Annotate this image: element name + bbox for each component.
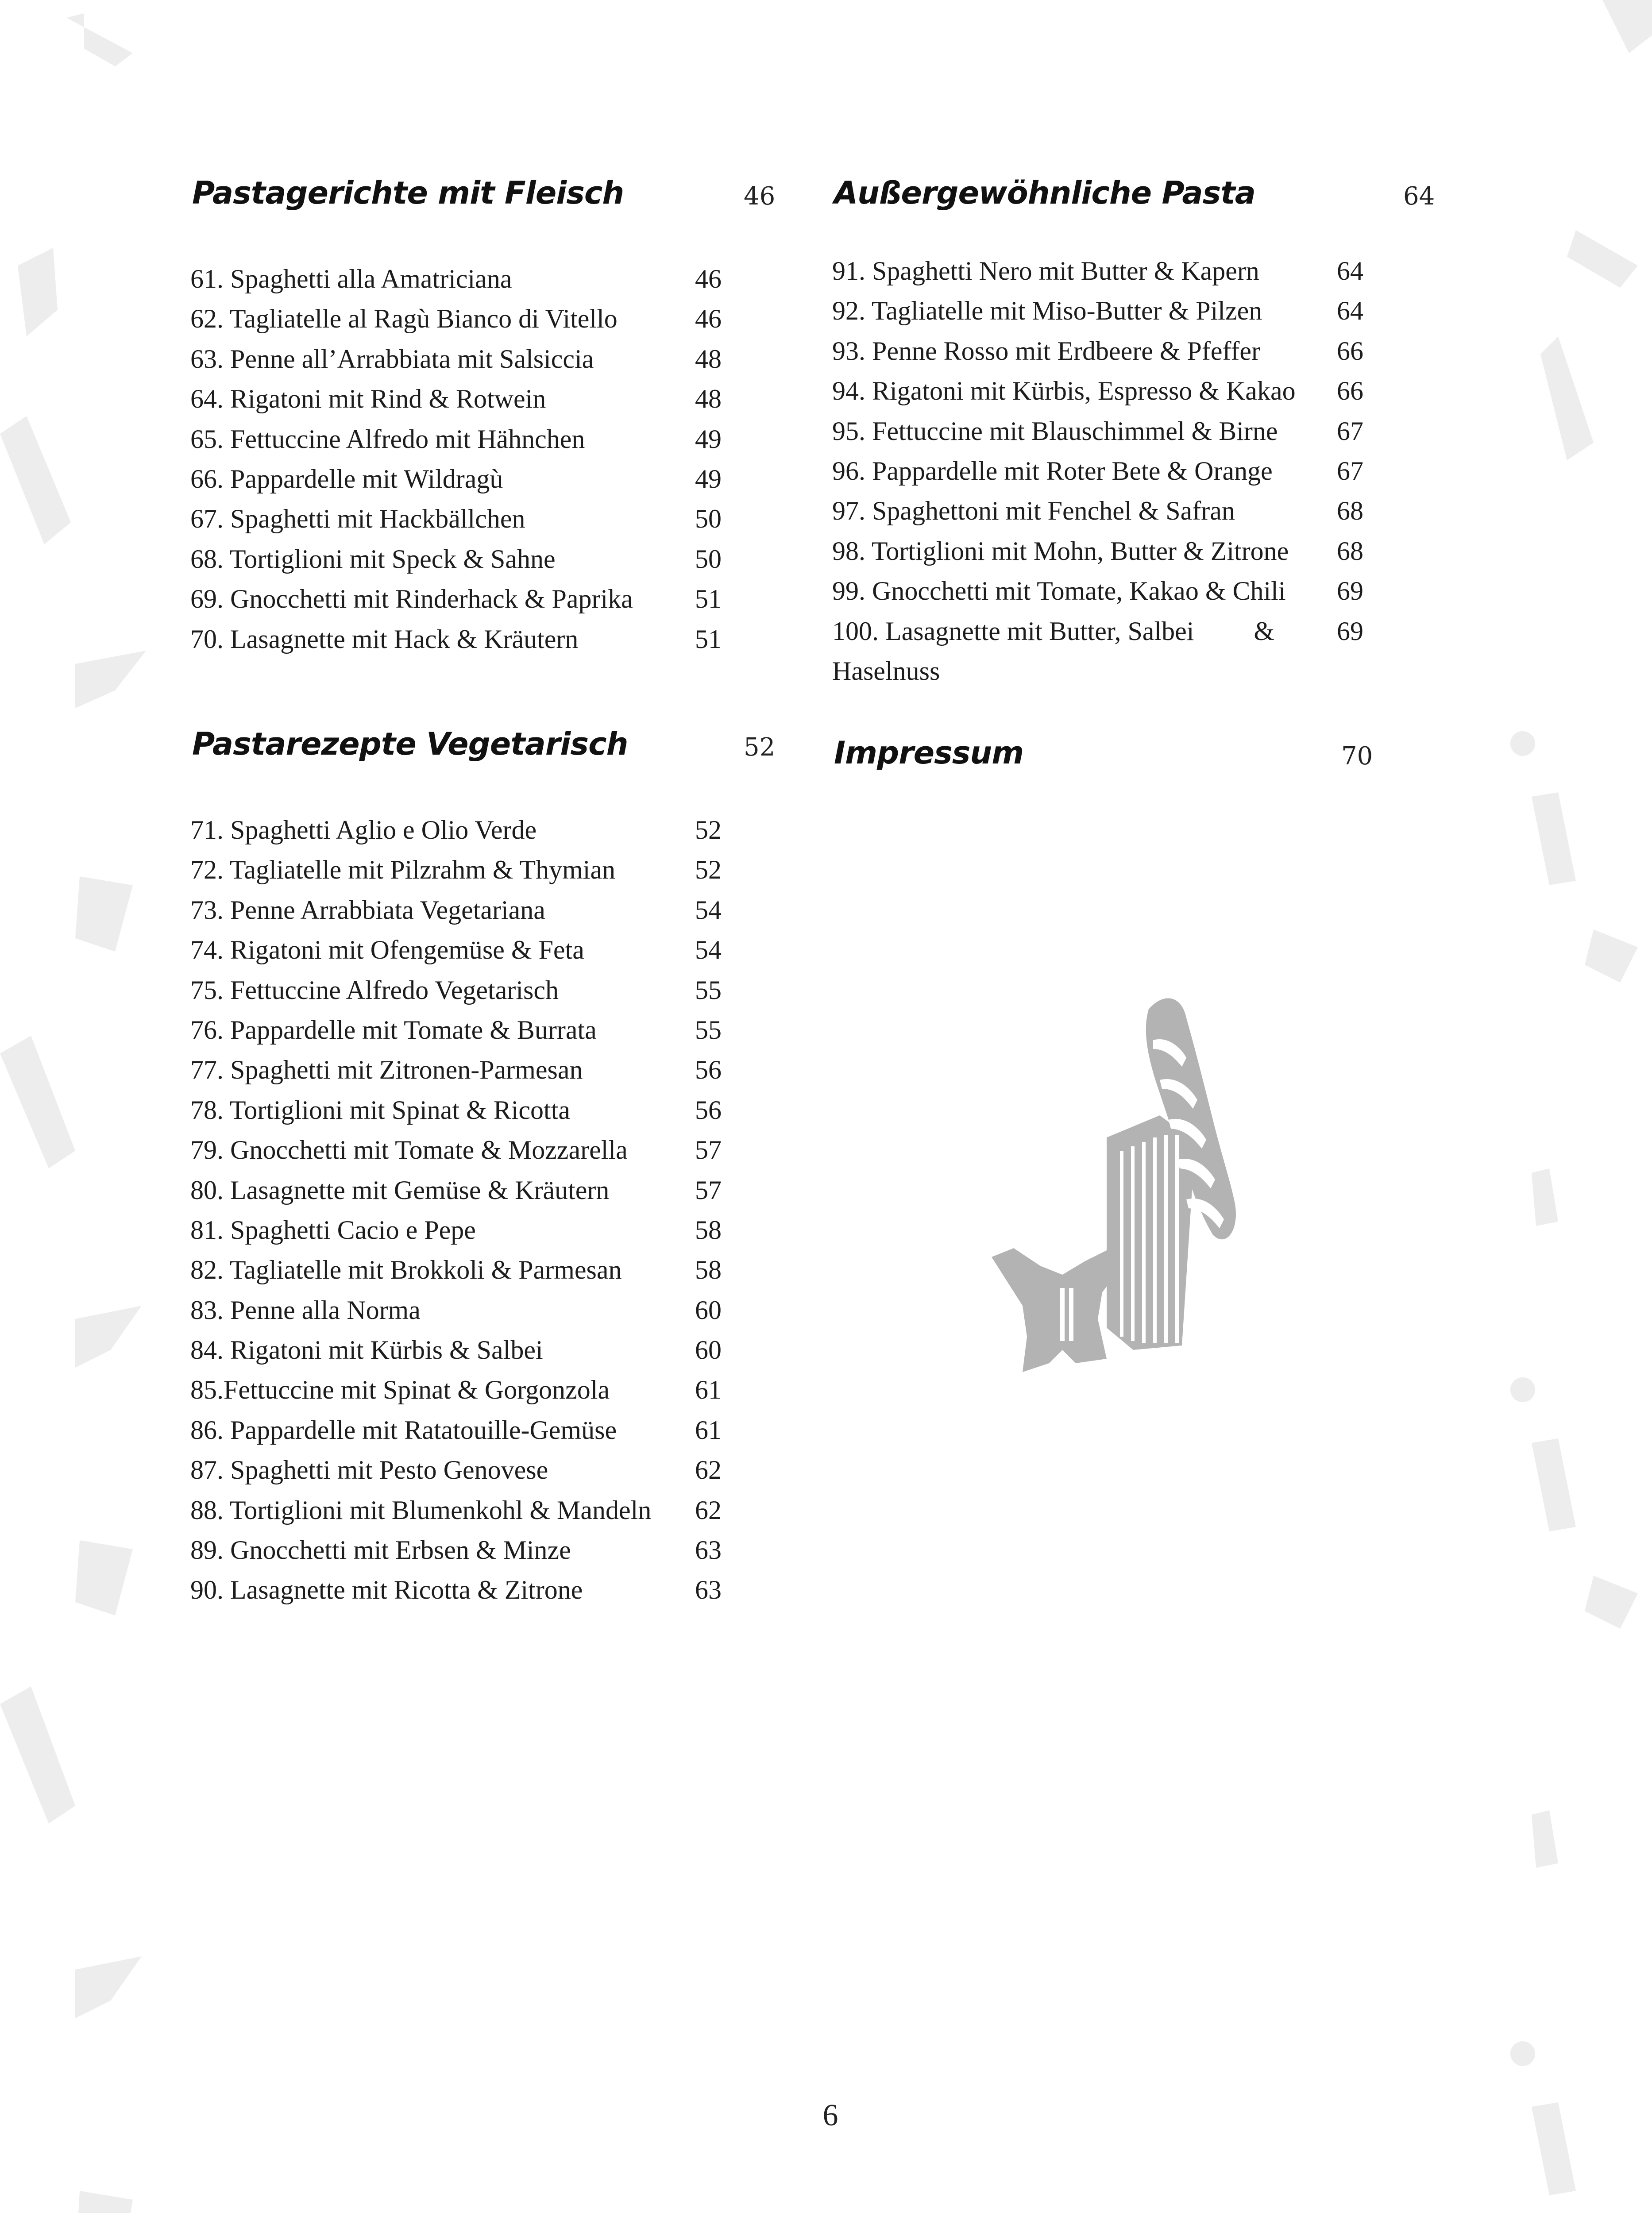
toc-entry[interactable] (190, 1130, 779, 1170)
toc-entry[interactable] (190, 1010, 779, 1050)
entry-page: 61 (695, 1375, 722, 1405)
entry-title: 61. Spaghetti alla Amatriciana (190, 264, 512, 293)
toc-entry[interactable] (832, 251, 1452, 291)
entry-title: 99. Gnocchetti mit Tomate, Kakao & Chili (832, 576, 1286, 606)
entry-page: 64 (1337, 256, 1363, 285)
toc-entry[interactable] (190, 259, 779, 299)
entry-page: 55 (695, 1015, 722, 1045)
entry-title: 98. Tortiglioni mit Mohn, Butter & Zitrone (832, 536, 1289, 566)
entry-page: 50 (695, 544, 722, 574)
entry-title: 87. Spaghetti mit Pesto Genovese (190, 1455, 548, 1485)
entry-title: 71. Spaghetti Aglio e Olio Verde (190, 815, 537, 844)
entry-page: 52 (695, 815, 722, 844)
toc-entry[interactable] (190, 379, 779, 419)
entry-page: 48 (695, 384, 722, 414)
toc-entry[interactable] (190, 890, 779, 930)
toc-entry[interactable] (190, 1050, 779, 1090)
section-title: Pastarezepte Vegetarisch (192, 726, 628, 762)
entry-title: 92. Tagliatelle mit Miso-Butter & Pilzen (832, 296, 1262, 326)
entry-page: 52 (695, 855, 722, 885)
toc-entry[interactable] (190, 1250, 779, 1290)
section-page-number: 64 (1403, 182, 1435, 211)
entry-title: 95. Fettuccine mit Blauschimmel & Birne (832, 416, 1278, 446)
entry-list (190, 259, 779, 659)
entry-title: 96. Pappardelle mit Roter Bete & Orange (832, 456, 1273, 486)
entry-title: 83. Penne alla Norma (190, 1295, 421, 1325)
entry-title: 68. Tortiglioni mit Speck & Sahne (190, 544, 556, 574)
entry-page: 62 (695, 1455, 722, 1485)
entry-page: 68 (1337, 496, 1363, 526)
entry-page: 68 (1337, 536, 1363, 566)
entry-title: 93. Penne Rosso mit Erdbeere & Pfeffer (832, 336, 1261, 366)
entry-title: 69. Gnocchetti mit Rinderhack & Paprika (190, 584, 633, 614)
entry-page: 67 (1337, 456, 1363, 486)
entry-title: 79. Gnocchetti mit Tomate & Mozzarella (190, 1135, 628, 1165)
toc-entry[interactable] (190, 810, 779, 850)
toc-section-meat (190, 175, 779, 659)
toc-entry[interactable] (190, 1370, 779, 1410)
entry-page: 49 (695, 424, 722, 454)
entry-title: 67. Spaghetti mit Hackbällchen (190, 504, 525, 534)
entry-page: 67 (1337, 416, 1363, 446)
entry-page: 57 (695, 1135, 722, 1165)
entry-page: 51 (695, 584, 722, 614)
entry-page: 60 (695, 1295, 722, 1325)
entry-title: 86. Pappardelle mit Ratatouille-Gemüse (190, 1415, 617, 1445)
entry-page: 66 (1337, 336, 1363, 366)
section-header (832, 175, 1452, 251)
pasta-shapes-illustration (974, 983, 1284, 1407)
entry-page: 58 (695, 1215, 722, 1245)
toc-entry[interactable] (190, 539, 779, 579)
toc-entry[interactable] (190, 299, 779, 339)
section-title: Pastagerichte mit Fleisch (192, 175, 624, 211)
entry-page: 66 (1337, 376, 1363, 406)
toc-entry[interactable] (190, 1210, 779, 1250)
toc-entry[interactable] (190, 1330, 779, 1370)
toc-entry[interactable] (832, 611, 1452, 691)
entry-page: 54 (695, 935, 722, 965)
entry-page: 62 (695, 1495, 722, 1525)
toc-section-impressum (832, 735, 1452, 819)
section-header (832, 735, 1452, 819)
toc-entry[interactable] (190, 1490, 779, 1530)
entry-title: 91. Spaghetti Nero mit Butter & Kapern (832, 256, 1259, 285)
toc-entry[interactable] (190, 1570, 779, 1610)
entry-title: 74. Rigatoni mit Ofengemüse & Feta (190, 935, 584, 965)
entry-title: 97. Spaghettoni mit Fenchel & Safran (832, 496, 1235, 526)
section-title: Impressum (834, 735, 1024, 771)
entry-page: 56 (695, 1055, 722, 1085)
toc-entry[interactable] (190, 1090, 779, 1130)
toc-entry[interactable] (190, 499, 779, 539)
entry-title: 81. Spaghetti Cacio e Pepe (190, 1215, 476, 1245)
toc-entry[interactable] (190, 1410, 779, 1450)
entry-page: 50 (695, 504, 722, 534)
entry-title: 72. Tagliatelle mit Pilzrahm & Thymian (190, 855, 616, 885)
section-page-number: 46 (744, 182, 776, 211)
toc-entry[interactable] (832, 451, 1452, 491)
toc-entry[interactable] (832, 571, 1452, 611)
entry-list (832, 251, 1452, 691)
entry-title: 78. Tortiglioni mit Spinat & Ricotta (190, 1095, 571, 1125)
entry-title: 85.Fettuccine mit Spinat & Gorgonzola (190, 1375, 610, 1405)
entry-list (190, 810, 779, 1610)
entry-title: 80. Lasagnette mit Gemüse & Kräutern (190, 1175, 610, 1205)
entry-title: 90. Lasagnette mit Ricotta & Zitrone (190, 1575, 583, 1605)
entry-title: 66. Pappardelle mit Wildragù (190, 464, 503, 493)
entry-page: 48 (695, 344, 722, 374)
entry-page: 60 (695, 1335, 722, 1365)
entry-page: 51 (695, 624, 722, 654)
toc-entry[interactable] (190, 1170, 779, 1210)
section-header (190, 175, 779, 259)
section-page-number: 70 (1341, 742, 1373, 771)
entry-title: 82. Tagliatelle mit Brokkoli & Parmesan (190, 1255, 622, 1285)
entry-page: 69 (1337, 576, 1363, 606)
section-title: Außergewöhnliche Pasta (834, 175, 1255, 211)
entry-page: 57 (695, 1175, 722, 1205)
section-page-number: 52 (744, 733, 776, 762)
entry-title: 75. Fettuccine Alfredo Vegetarisch (190, 975, 559, 1005)
entry-page: 55 (695, 975, 722, 1005)
entry-title: 62. Tagliatelle al Ragù Bianco di Vitello (190, 304, 618, 334)
toc-entry[interactable] (190, 1530, 779, 1570)
entry-page: 46 (695, 304, 722, 334)
toc-entry[interactable] (190, 579, 779, 619)
toc-entry[interactable] (190, 970, 779, 1010)
entry-title: 70. Lasagnette mit Hack & Kräutern (190, 624, 579, 654)
entry-title: 94. Rigatoni mit Kürbis, Espresso & Kakao (832, 376, 1296, 406)
entry-page: 46 (695, 264, 722, 293)
entry-page: 63 (695, 1535, 722, 1565)
entry-title: 77. Spaghetti mit Zitronen-Parmesan (190, 1055, 583, 1085)
entry-title: 88. Tortiglioni mit Blumenkohl & Mandeln (190, 1495, 652, 1525)
toc-section-unusual (832, 175, 1452, 691)
entry-page: 69 (1337, 616, 1363, 646)
entry-title: 89. Gnocchetti mit Erbsen & Minze (190, 1535, 571, 1565)
toc-entry[interactable] (190, 850, 779, 890)
entry-title: 65. Fettuccine Alfredo mit Hähnchen (190, 424, 585, 454)
entry-title: 64. Rigatoni mit Rind & Rotwein (190, 384, 546, 414)
entry-title: 84. Rigatoni mit Kürbis & Salbei (190, 1335, 543, 1365)
toc-entry[interactable] (832, 331, 1452, 371)
page-number: 6 (822, 2098, 838, 2132)
toc-entry[interactable] (190, 930, 779, 970)
entry-page: 58 (695, 1255, 722, 1285)
toc-entry[interactable] (832, 531, 1452, 571)
toc-entry[interactable] (832, 371, 1452, 411)
entry-page: 54 (695, 895, 722, 925)
entry-page: 61 (695, 1415, 722, 1445)
entry-title: 100. Lasagnette mit Butter, Salbei & Haselnuss (832, 616, 1275, 686)
entry-title: 63. Penne all’Arrabbiata mit Salsiccia (190, 344, 594, 374)
toc-entry[interactable] (190, 1450, 779, 1490)
entry-title: 73. Penne Arrabbiata Vegetariana (190, 895, 545, 925)
toc-entry[interactable] (832, 291, 1452, 331)
toc-entry[interactable] (190, 619, 779, 659)
entry-page: 64 (1337, 296, 1363, 326)
section-header (190, 726, 779, 810)
toc-entry[interactable] (190, 459, 779, 499)
entry-page: 56 (695, 1095, 722, 1125)
entry-page: 49 (695, 464, 722, 493)
toc-entry[interactable] (832, 491, 1452, 531)
toc-entry[interactable] (190, 339, 779, 379)
toc-section-vegetarian (190, 726, 779, 1610)
toc-entry[interactable] (832, 411, 1452, 451)
toc-entry[interactable] (190, 419, 779, 459)
toc-entry[interactable] (190, 1290, 779, 1330)
entry-page: 63 (695, 1575, 722, 1605)
entry-title: 76. Pappardelle mit Tomate & Burrata (190, 1015, 597, 1045)
